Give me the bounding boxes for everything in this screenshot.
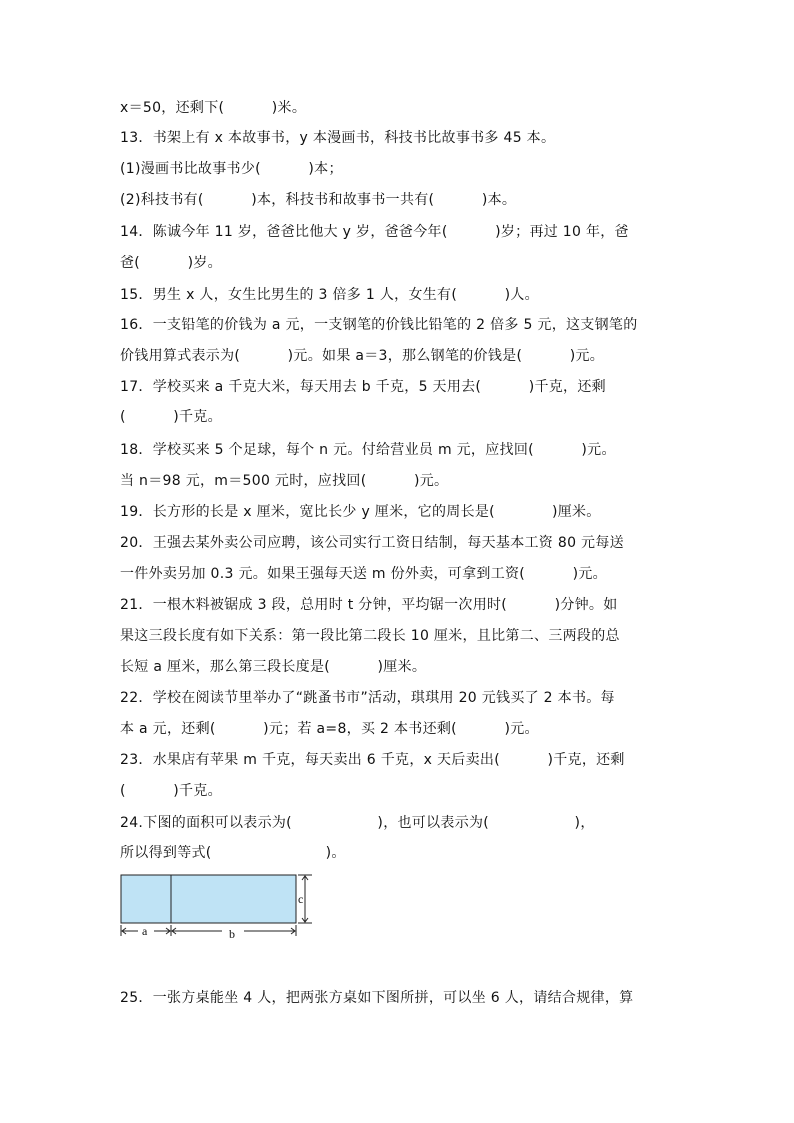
line-0: x＝50，还剩下( )米。 [120,100,307,116]
line-18: 长短 a 厘米，那么第三段长度是( )厘米。 [120,659,427,675]
line-25: 25．一张方桌能坐 4 人，把两张方桌如下图所拼，可以坐 6 人，请结合规律，算 [120,990,634,1006]
label-a: a [142,924,148,938]
label-c: c [298,892,304,906]
area-figure [118,870,318,940]
line-13: 19．长方形的长是 x 厘米，宽比长少 y 厘米，它的周长是( )厘米。 [120,504,601,520]
line-1: 13．书架上有 x 本故事书，y 本漫画书，科技书比故事书多 45 本。 [120,130,556,146]
line-7: 16．一支铅笔的价钱为 a 元，一支钢笔的价钱比铅笔的 2 倍多 5 元，这支钢笔的 [120,317,638,333]
line-2: (1)漫画书比故事书少( )本； [120,161,343,177]
line-4: 14．陈诚今年 11 岁，爸爸比他大 y 岁，爸爸今年( )岁；再过 10 年，爸 [120,224,629,240]
line-15: 一件外卖另加 0.3 元。如果王强每天送 m 份外卖，可拿到工资( )元。 [120,566,607,582]
rect-a [121,875,171,923]
line-11: 18．学校买来 5 个足球，每个 n 元。付给营业员 m 元，应找回( )元。 [120,442,616,458]
line-6: 15．男生 x 人，女生比男生的 3 倍多 1 人，女生有( )人。 [120,287,539,303]
line-16: 21．一根木料被锯成 3 段，总用时 t 分钟，平均锯一次用时( )分钟。如 [120,597,618,613]
line-14: 20．王强去某外卖公司应聘，该公司实行工资日结制，每天基本工资 80 元每送 [120,535,624,551]
line-19: 22．学校在阅读节里举办了“跳蚤书市”活动，琪琪用 20 元钱买了 2 本书。每 [120,690,615,706]
label-b: b [229,927,235,940]
line-20: 本 a 元，还剩( )元；若 a=8，买 2 本书还剩( )元。 [120,721,539,737]
line-24: 所以得到等式( )。 [120,845,346,861]
line-23: 24.下图的面积可以表示为( )，也可以表示为( )， [120,815,595,831]
rect-b [171,875,296,923]
line-17: 果这三段长度有如下关系：第一段比第二段长 10 厘米，且比第二、三两段的总 [120,628,620,644]
line-8: 价钱用算式表示为( )元。如果 a＝3，那么钢笔的价钱是( )元。 [120,348,605,364]
line-3: (2)科技书有( )本，科技书和故事书一共有( )本。 [120,192,517,208]
line-22: ( )千克。 [120,783,222,799]
line-10: ( )千克。 [120,409,222,425]
line-12: 当 n＝98 元，m＝500 元时，应找回( )元。 [120,473,449,489]
line-5: 爸( )岁。 [120,255,222,271]
line-9: 17．学校买来 a 千克大米，每天用去 b 千克，5 天用去( )千克，还剩 [120,379,606,395]
line-21: 23．水果店有苹果 m 千克，每天卖出 6 千克，x 天后卖出( )千克，还剩 [120,752,625,768]
